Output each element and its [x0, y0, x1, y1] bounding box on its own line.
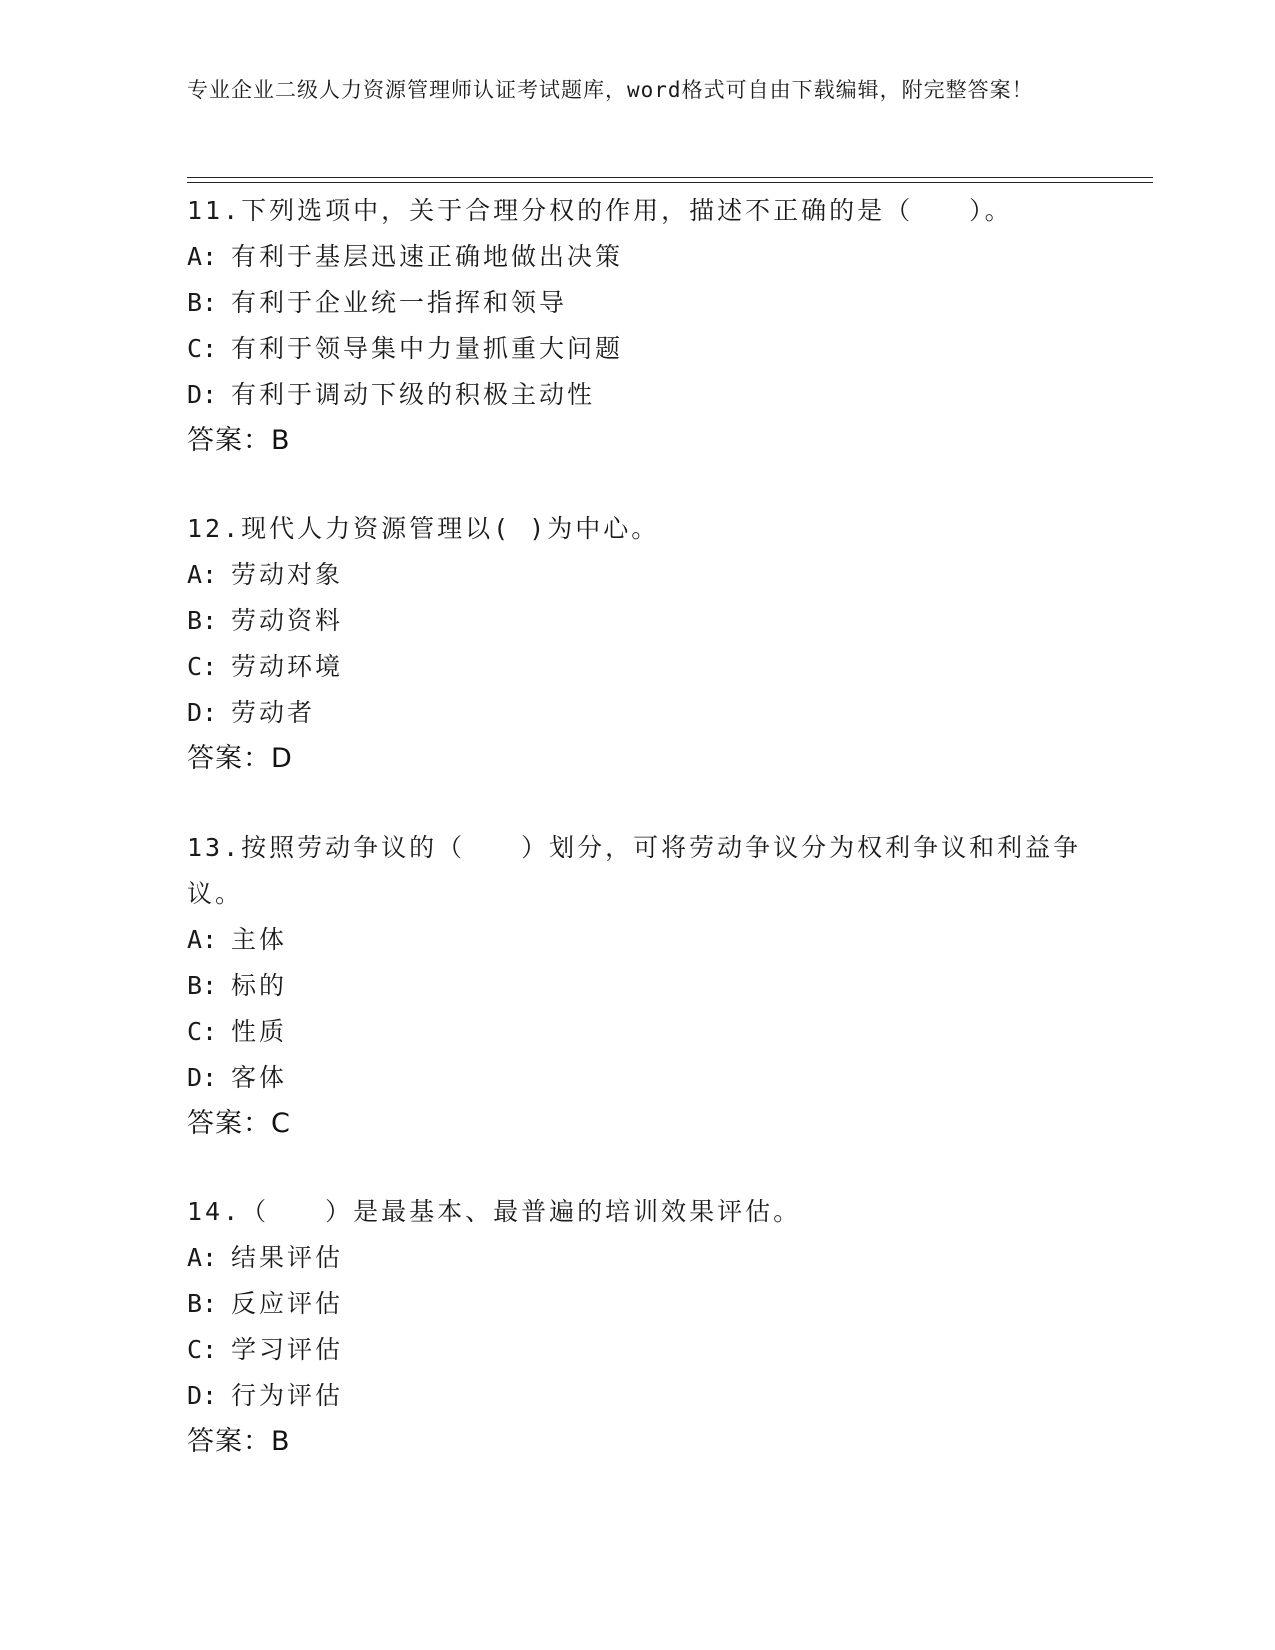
option-b: [187, 280, 1087, 326]
option-letter: C:: [187, 334, 218, 363]
option-letter: C:: [187, 1017, 218, 1046]
question-title: 11.下列选项中，关于合理分权的作用，描述不正确的是（ ）。: [187, 196, 1013, 225]
option-text: 劳动环境: [231, 652, 344, 681]
option-text: 结果评估: [231, 1243, 344, 1272]
option-letter: D:: [187, 1063, 218, 1092]
header-divider-bottom: [187, 182, 1153, 183]
option-d: [187, 690, 1087, 736]
option-b: [187, 1281, 1087, 1327]
option-letter: B:: [187, 288, 218, 317]
option-text: 有利于企业统一指挥和领导: [231, 288, 568, 317]
option-d: [187, 1055, 1087, 1101]
option-letter: B:: [187, 971, 218, 1000]
question-14: [187, 1189, 1087, 1465]
answer-label: 答案：C: [187, 1108, 291, 1139]
answer-label: 答案：B: [187, 425, 291, 456]
option-letter: A:: [187, 242, 218, 271]
option-letter: B:: [187, 1289, 218, 1318]
answer-label: 答案：B: [187, 1426, 291, 1457]
header-divider-top: [187, 177, 1153, 178]
option-text: 行为评估: [231, 1381, 344, 1410]
question-13: [187, 825, 1087, 1147]
option-letter: B:: [187, 606, 218, 635]
question-title: 13.按照劳动争议的（ ）划分，可将劳动争议分为权利争议和利益争议。: [187, 833, 1082, 908]
option-text: 客体: [231, 1063, 288, 1092]
option-text: 有利于调动下级的积极主动性: [231, 380, 596, 409]
option-text: 反应评估: [231, 1289, 344, 1318]
option-letter: D:: [187, 698, 218, 727]
option-text: 有利于领导集中力量抓重大问题: [231, 334, 624, 363]
option-letter: D:: [187, 1381, 218, 1410]
question-11: [187, 188, 1087, 464]
answer-label: 答案：D: [187, 743, 293, 774]
option-text: 标的: [231, 971, 288, 1000]
option-a: [187, 1235, 1087, 1281]
option-letter: C:: [187, 652, 218, 681]
option-a: [187, 552, 1087, 598]
option-letter: C:: [187, 1335, 218, 1364]
document-header: 专业企业二级人力资源管理师认证考试题库，word格式可自由下载编辑，附完整答案！: [187, 78, 1034, 102]
option-d: [187, 372, 1087, 418]
option-text: 有利于基层迅速正确地做出决策: [231, 242, 624, 271]
option-text: 劳动资料: [231, 606, 344, 635]
option-letter: A:: [187, 560, 218, 589]
question-title: 14.（ ）是最基本、最普遍的培训效果评估。: [187, 1197, 802, 1226]
option-c: [187, 1009, 1087, 1055]
option-a: [187, 917, 1087, 963]
option-c: [187, 326, 1087, 372]
question-title: 12.现代人力资源管理以( )为中心。: [187, 514, 660, 543]
option-text: 主体: [231, 925, 288, 954]
option-text: 劳动者: [231, 698, 316, 727]
option-d: [187, 1373, 1087, 1419]
option-text: 学习评估: [231, 1335, 344, 1364]
option-text: 性质: [231, 1017, 288, 1046]
option-b: [187, 598, 1087, 644]
option-letter: A:: [187, 925, 218, 954]
option-b: [187, 963, 1087, 1009]
option-text: 劳动对象: [231, 560, 344, 589]
option-c: [187, 644, 1087, 690]
question-12: [187, 506, 1087, 782]
option-c: [187, 1327, 1087, 1373]
option-letter: A:: [187, 1243, 218, 1272]
option-a: [187, 234, 1087, 280]
option-letter: D:: [187, 380, 218, 409]
